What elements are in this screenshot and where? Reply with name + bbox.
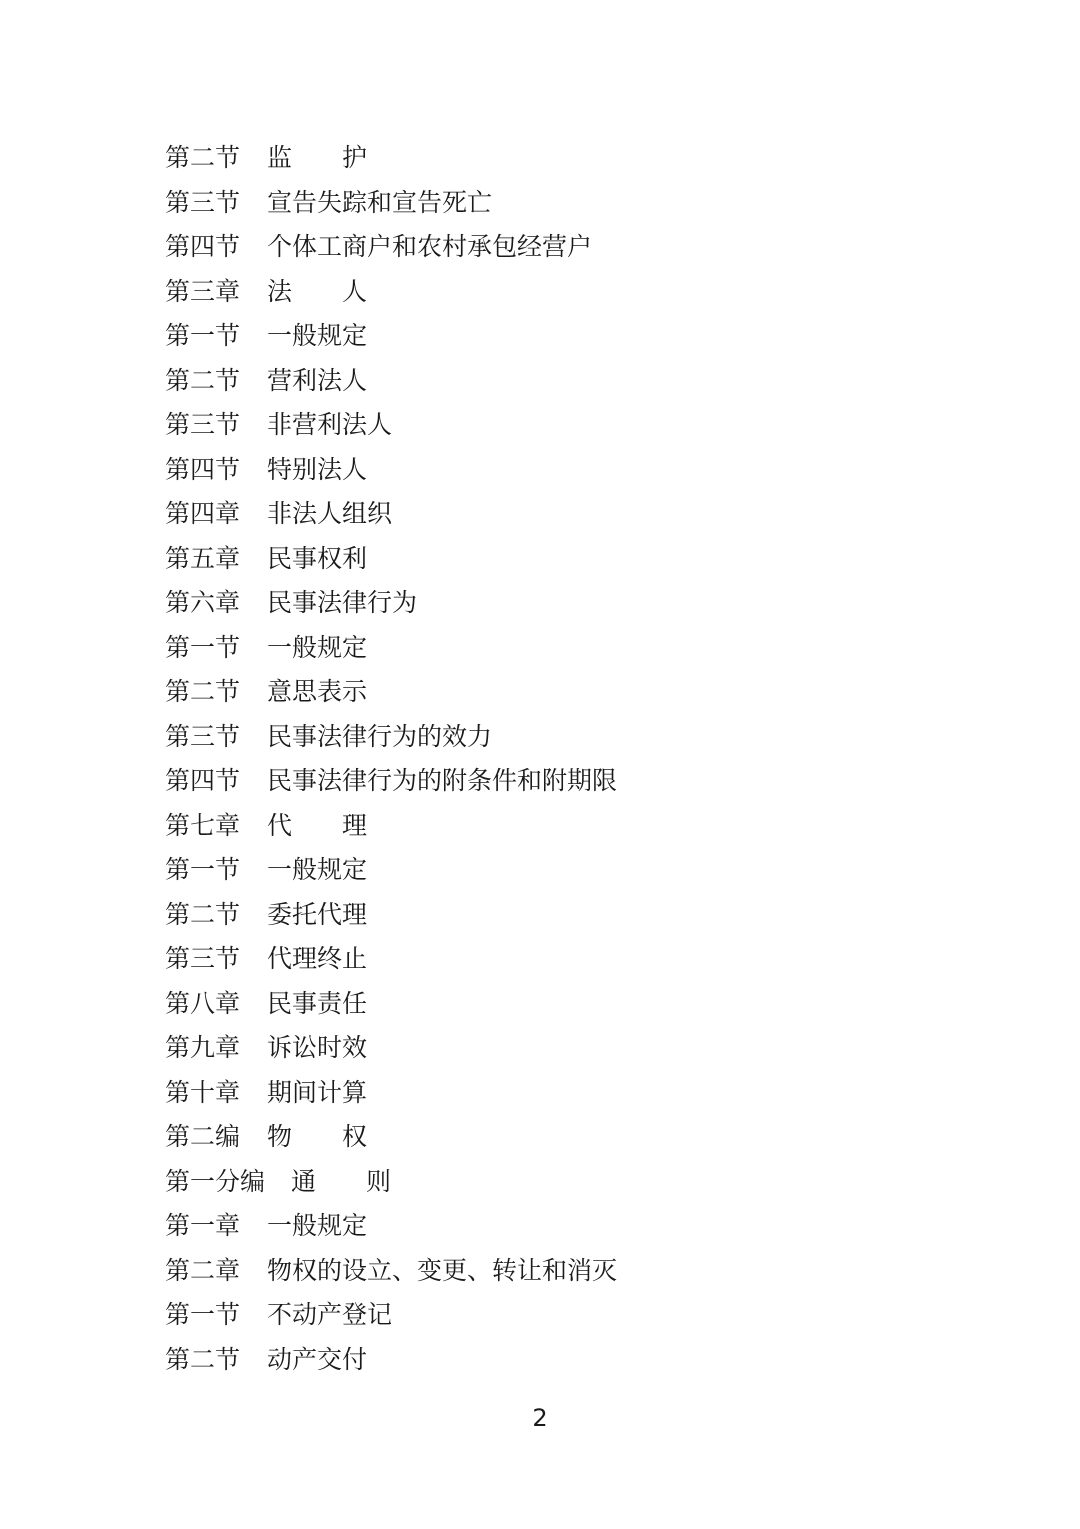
toc-entry (165, 804, 965, 849)
toc-entry-title: 一般规定 (267, 1211, 368, 1240)
toc-entry (165, 848, 965, 893)
toc-entry (165, 1338, 965, 1383)
toc-entry-title: 监 护 (267, 143, 368, 172)
toc-entry (165, 1249, 965, 1294)
toc-entry (165, 937, 965, 982)
toc-entry-label: 第三节 (165, 187, 241, 217)
toc-entry (165, 314, 965, 359)
toc-entry-label: 第四章 (165, 499, 241, 528)
toc-entry-label: 第三节 (165, 721, 241, 751)
toc-entry (165, 626, 965, 671)
toc-entry-label: 第二节 (165, 1344, 241, 1374)
toc-entry-title: 民事法律行为的附条件和附期限 (267, 766, 618, 795)
toc-entry-label: 第六章 (165, 588, 241, 617)
toc-entry-title: 民事责任 (267, 988, 368, 1018)
toc-entry-label: 第一章 (165, 1211, 241, 1240)
toc-entry-title: 代 理 (267, 810, 368, 840)
toc-entry (165, 225, 965, 270)
toc-entry-label: 第四节 (165, 454, 241, 484)
toc-entry-label: 第三章 (165, 276, 241, 306)
toc-entry (165, 1026, 965, 1071)
toc-entry (165, 448, 965, 493)
toc-entry-title: 一般规定 (267, 632, 368, 662)
toc-entry-label: 第九章 (165, 1033, 241, 1062)
toc-entry-label: 第一节 (165, 321, 241, 350)
toc-entry-label: 第一分编 (165, 1166, 266, 1196)
toc-entry-label: 第三节 (165, 944, 241, 973)
toc-entry-title: 民事权利 (267, 543, 368, 573)
toc-entry-label: 第二章 (165, 1255, 241, 1285)
toc-entry-title: 不动产登记 (267, 1300, 393, 1329)
toc-entry-label: 第三节 (165, 410, 241, 439)
toc-entry-title: 物 权 (267, 1122, 368, 1151)
toc-entry-title: 通 则 (291, 1166, 392, 1196)
toc-entry (165, 1160, 965, 1205)
toc-entry-title: 宣告失踪和宣告死亡 (267, 187, 493, 217)
toc-entry-label: 第二节 (165, 677, 241, 706)
toc-entry (165, 270, 965, 315)
toc-entry (165, 359, 965, 404)
toc-entry-label: 第二节 (165, 143, 241, 172)
toc-entry-title: 意思表示 (267, 677, 368, 706)
toc-entry-label: 第一节 (165, 855, 241, 884)
toc-entry (165, 492, 965, 537)
toc-entry-label: 第一节 (165, 1300, 241, 1329)
toc-entry (165, 893, 965, 938)
toc-entry (165, 136, 965, 181)
toc-entry-label: 第二节 (165, 365, 241, 395)
table-of-contents (165, 136, 965, 1382)
toc-entry-title: 民事法律行为 (267, 588, 418, 617)
toc-entry (165, 181, 965, 226)
toc-entry-title: 特别法人 (267, 454, 368, 484)
toc-entry-label: 第八章 (165, 988, 241, 1018)
toc-entry-title: 期间计算 (267, 1077, 368, 1107)
toc-entry-label: 第七章 (165, 810, 241, 840)
toc-entry-label: 第二编 (165, 1122, 241, 1151)
toc-entry (165, 1293, 965, 1338)
toc-entry-label: 第一节 (165, 632, 241, 662)
toc-entry-title: 诉讼时效 (267, 1033, 368, 1062)
toc-entry (165, 715, 965, 760)
toc-entry (165, 581, 965, 626)
toc-entry-title: 个体工商户和农村承包经营户 (267, 232, 593, 261)
toc-entry (165, 403, 965, 448)
toc-entry-label: 第五章 (165, 543, 241, 573)
toc-entry-title: 民事法律行为的效力 (267, 721, 493, 751)
toc-entry-label: 第四节 (165, 232, 241, 261)
toc-entry (165, 1204, 965, 1249)
toc-entry (165, 759, 965, 804)
toc-entry (165, 982, 965, 1027)
toc-entry (165, 1115, 965, 1160)
toc-entry-title: 代理终止 (267, 944, 368, 973)
toc-entry-title: 一般规定 (267, 321, 368, 350)
toc-entry (165, 670, 965, 715)
toc-entry-title: 法 人 (267, 276, 368, 306)
toc-entry-label: 第四节 (165, 766, 241, 795)
toc-entry-title: 物权的设立、变更、转让和消灭 (267, 1255, 618, 1285)
toc-entry-label: 第十章 (165, 1077, 241, 1107)
page-number: 2 (532, 1404, 548, 1432)
toc-entry-title: 非营利法人 (267, 410, 393, 439)
toc-entry (165, 537, 965, 582)
toc-entry-title: 非法人组织 (267, 499, 393, 528)
toc-entry-title: 营利法人 (267, 365, 368, 395)
toc-entry-title: 委托代理 (267, 899, 368, 929)
toc-entry-label: 第二节 (165, 899, 241, 929)
toc-entry (165, 1071, 965, 1116)
toc-entry-title: 动产交付 (267, 1344, 368, 1374)
toc-entry-title: 一般规定 (267, 855, 368, 884)
